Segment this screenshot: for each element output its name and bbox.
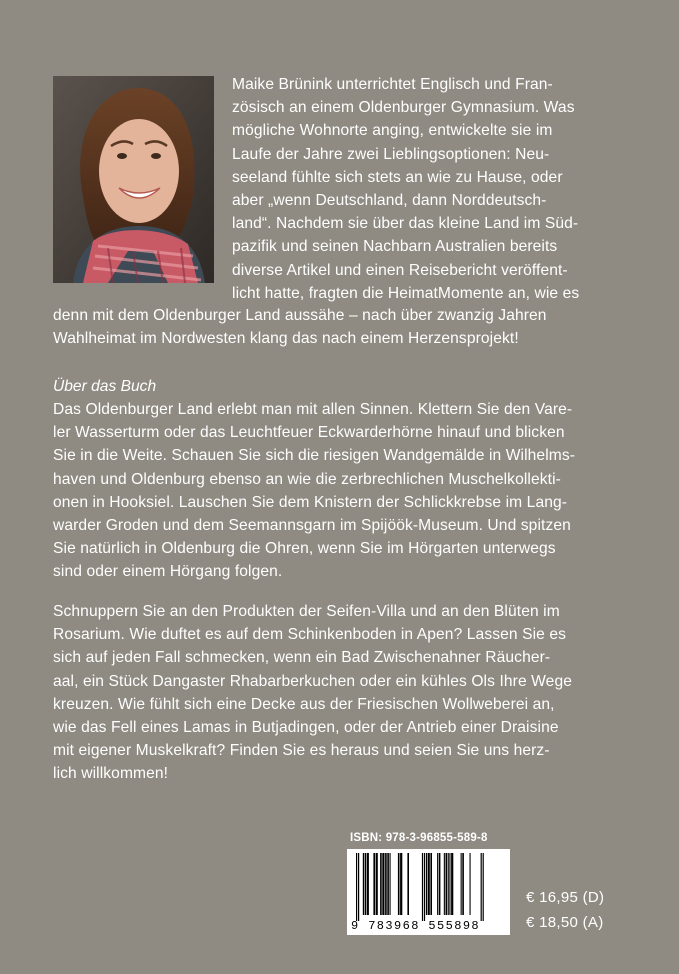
bio-line: Laufe der Jahre zwei Lieblingsoptionen: Neu- [232, 145, 550, 163]
paragraph-line: haven und Oldenburg ebenso an wie die zerbrechlichen Muschelkollekti- [53, 470, 561, 488]
author-photo [53, 76, 214, 283]
bio-line: Wahlheimat im Nordwesten klang das nach einem Herzensprojekt! [53, 330, 519, 348]
bio-line: zösisch an einem Oldenburger Gymnasium. Was [232, 99, 575, 117]
paragraph-line: Sie in die Weite. Schauen Sie sich die riesigen Wandgemälde in Wilhelms- [53, 447, 576, 465]
paragraph-line: mit eigener Muskelkraft? Finden Sie es heraus und seien Sie uns herz- [53, 742, 550, 760]
paragraph-line: warder Groden und dem Seemannsgarn im Spijöök-Museum. Und spitzen [53, 517, 571, 535]
paragraph-line: wie das Fell eines Lamas in Butjadingen, oder der Antrieb einer Draisine [53, 719, 559, 737]
paragraph-line: Rosarium. Wie duftet es auf dem Schinkenboden in Apen? Lassen Sie es [53, 626, 567, 644]
bio-line: Maike Brünink unterrichtet Englisch und Fran- [232, 76, 553, 93]
author-bio-bottom [53, 304, 616, 350]
isbn-label: ISBN: 978-3-96855-589-8 [350, 832, 488, 844]
about-book-heading: Über das Buch [53, 378, 157, 395]
bio-line: licht hatte, fragten die HeimatMomente an, wie es [232, 284, 580, 302]
author-portrait-image [53, 76, 214, 283]
author-bio-top [232, 73, 616, 305]
bio-line: mögliche Wohnorte anging, entwickelte sie im [232, 122, 553, 140]
bio-line: seeland fühlte sich stets an wie zu Hause, oder [232, 168, 563, 186]
barcode-digits: 9 783968 555898 [351, 919, 481, 933]
bio-line: diverse Artikel und einen Reisebericht veröffent- [232, 261, 568, 279]
bio-line: aber „wenn Deutschland, dann Norddeutsch- [232, 192, 547, 210]
bio-line: pazifik und seinen Nachbarn Australien bereits [232, 238, 558, 256]
paragraph-line: ler Wasserturm oder das Leuchtfeuer Eckwarderhörne hinauf und blicken [53, 424, 565, 442]
barcode [347, 849, 510, 935]
paragraph-line: sind oder einem Hörgang folgen. [53, 563, 283, 581]
price-austria: € 18,50 (A) [526, 914, 604, 931]
paragraph-line: Sie natürlich in Oldenburg die Ohren, wenn Sie im Hörgarten unterwegs [53, 540, 556, 558]
paragraph-line: Das Oldenburger Land erlebt man mit allen Sinnen. Klettern Sie den Vare- [53, 401, 573, 418]
bio-line: denn mit dem Oldenburger Land aussähe – nach über zwanzig Jahren [53, 307, 547, 324]
paragraph-line: lich willkommen! [53, 765, 169, 783]
bio-line: land“. Nachdem sie über das kleine Land im Süd- [232, 215, 579, 233]
price-germany: € 16,95 (D) [526, 889, 605, 906]
paragraph-line: sich auf jeden Fall schmecken, wenn ein Bad Zwischenahner Räucher- [53, 649, 551, 667]
paragraph-line: Schnuppern Sie an den Produkten der Seifen-Villa und an den Blüten im [53, 603, 560, 620]
paragraph-line: kreuzen. Wie fühlt sich eine Decke aus der Friesischen Wollweberei an, [53, 695, 555, 713]
paragraph-line: onen in Hooksiel. Lauschen Sie dem Knistern der Schlickkrebse im Lang- [53, 493, 568, 511]
book-description-paragraph-1 [53, 398, 616, 584]
book-description-paragraph-2 [53, 600, 616, 786]
paragraph-line: aal, ein Stück Dangaster Rhabarberkuchen oder ein kühles Ols Ihre Wege [53, 672, 572, 690]
